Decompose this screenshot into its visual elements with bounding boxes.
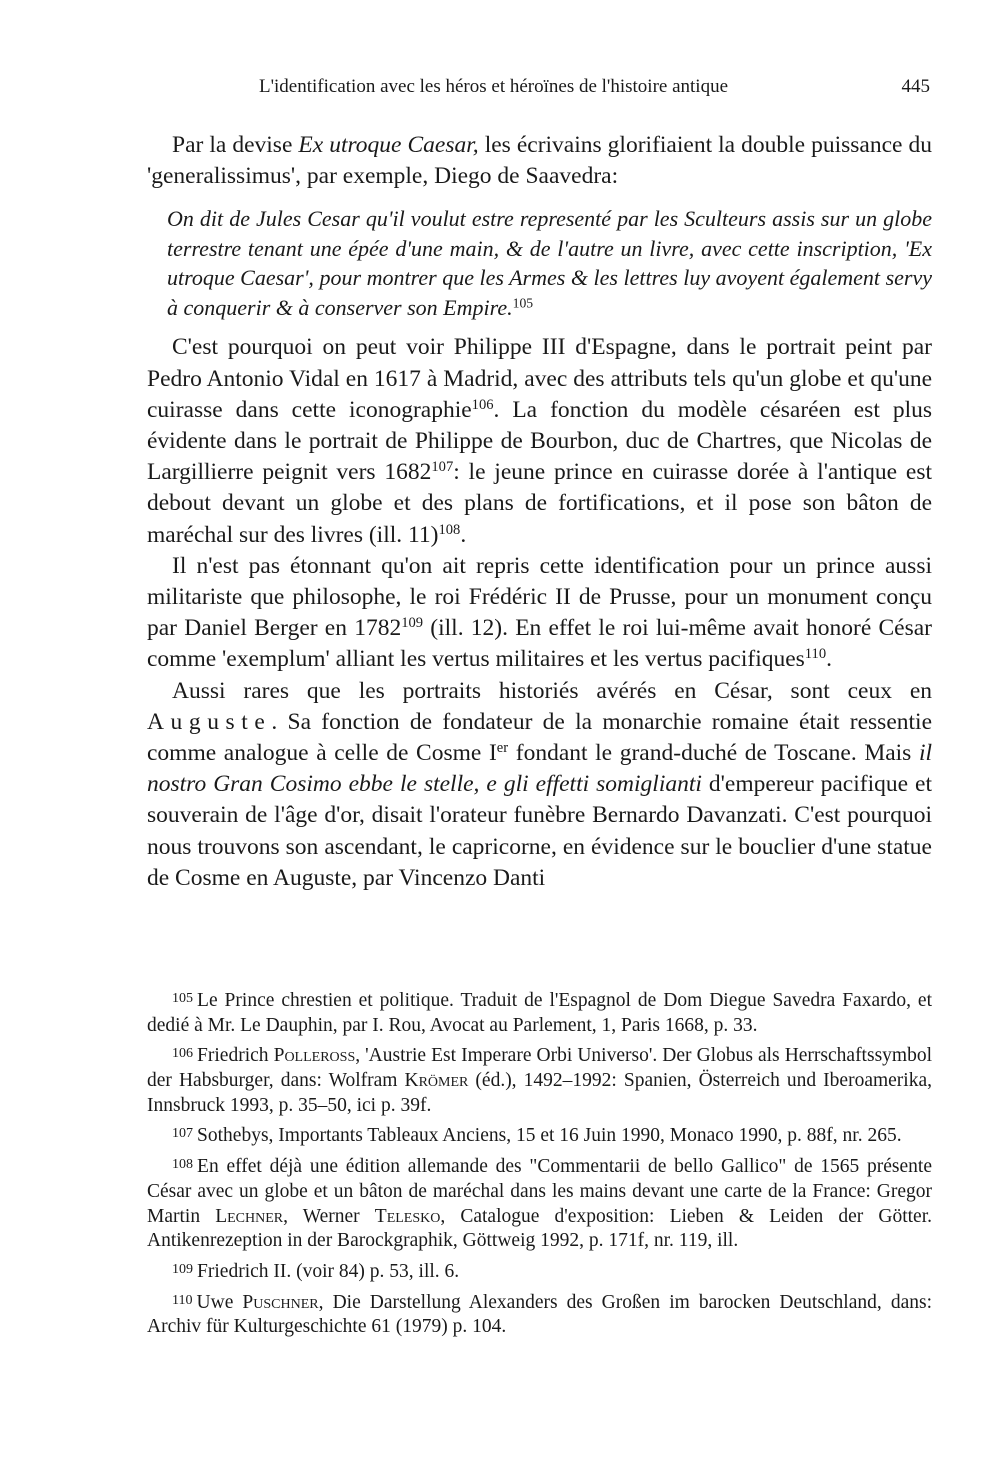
footnote-ref: 106	[471, 396, 494, 413]
author-name: Telesko	[374, 1205, 441, 1227]
footnote-number: 110	[172, 1291, 193, 1308]
footnote-ref: 105	[512, 295, 534, 311]
text-run: : le jeune prince en cuirasse dorée à l'antique est debout devant un globe et des plans de fortifications, et il pose son bâton de maréchal sur des livres (ill. 11)	[147, 459, 932, 548]
footnote-ref: 107	[431, 459, 454, 476]
author-name: Krömer	[404, 1070, 469, 1092]
author-name: Puschner	[242, 1291, 319, 1313]
footnote-text: Friedrich	[197, 1045, 274, 1067]
footnote-number: 108	[172, 1156, 194, 1173]
footnote-number: 107	[172, 1125, 194, 1142]
quote-text: On dit de Jules Cesar qu'il voulut estre representé par les Sculteurs assis sur un globe terrestre tenant une épée d'une main, & de l'autre un livre, avec cette inscription, 'Ex utroque Caesar', pour montrer que les Armes & les lettres luy avoyent également servy à conquerir & à conserver son Empire.	[167, 206, 932, 320]
text-run: . La fonction du modèle césaréen est plus évidente dans le portrait de Philippe de Bourbon, duc de Chartres, que Nicolas de Largillierre peignit vers 1682	[147, 396, 932, 486]
footnote-107	[147, 1121, 932, 1149]
paragraph-3	[147, 551, 932, 676]
italic-phrase: Ex utroque Caesar,	[298, 132, 479, 158]
running-header	[147, 76, 932, 102]
footnote-number: 106	[172, 1045, 194, 1062]
footnote-text: (éd.), 1492–1992: Spanien, Österreich und Iberoamerika, Innsbruck 1993, p. 35–50, ici p. 39f.	[147, 1070, 932, 1116]
paragraph-4	[147, 676, 932, 894]
footnote-number: 109	[172, 1260, 194, 1277]
paragraph-1	[147, 130, 932, 192]
text-run: (ill. 12). En effet le roi lui-même avait honoré César comme 'exemplum' alliant les vertus militaires et les vertus pacifiques	[147, 615, 932, 673]
text-run: . Sa fonction de fondateur de la monarchie romaine était ressentie comme analogue à celle de Cosme I	[147, 708, 932, 767]
footnote-text: , Werner	[283, 1205, 375, 1227]
footnote-108	[147, 1152, 932, 1254]
footnote-text: , 'Austrie Est Imperare Orbi Universo'. Der Globus als Herrschaftssymbol der Habsburger, dans: Wolfram	[147, 1045, 932, 1092]
footnote-106	[147, 1041, 932, 1118]
footnote-ref: 108	[438, 521, 461, 538]
text-run: d'empereur pacifique et souverain de l'âge d'or, disait l'orateur funèbre Bernardo Davanzati. C'est pourquoi nous trouvons son ascendant, le capricorne, en évidence sur le bouclier d'une statue de Cosme en Auguste, par Vincenzo Danti	[147, 771, 932, 891]
text-run: C'est pourquoi on peut voir Philippe III d'Espagne, dans le portrait peint par Pedro Antonio Vidal en 1617 à Madrid, avec des attributs tels qu'un globe et qu'une cuirasse dans cette iconographie	[147, 334, 932, 423]
footnote-text: En effet déjà une édition allemande des "Commentarii de bello Gallico" de 1565 présente César avec un globe et un bâton de maréchal dans les mains devant une carte de la France: Gregor Martin	[147, 1156, 932, 1227]
footnote-109	[147, 1257, 932, 1285]
text-run: Aussi rares que les portraits historiés avérés en César, sont ceux en	[172, 677, 932, 704]
text-run: les écrivains glorifiaient la double puissance du 'generalissimus', par exemple, Diego de Saavedra:	[147, 132, 932, 190]
author-name: Lechner	[215, 1205, 284, 1227]
footnote-text: Sothebys, Importants Tableaux Anciens, 15 et 16 Juin 1990, Monaco 1990, p. 88f, nr. 265.	[197, 1125, 902, 1147]
italic-phrase: il nostro Gran Cosimo ebbe le stelle, e gli effetti somiglianti	[147, 740, 933, 798]
footnote-text: Friedrich II. (voir 84) p. 53, ill. 6.	[197, 1260, 460, 1282]
text-run: Par la devise	[172, 132, 299, 158]
footnote-text: , Die Darstellung Alexanders des Großen im barocken Deutschland, dans: Archiv für Kulturgeschichte 61 (1979) p. 104.	[147, 1291, 932, 1338]
text-run: .	[460, 521, 467, 548]
text-run: Il n'est pas étonnant qu'on ait repris cette identification pour un prince aussi militariste que philosophe, le roi Frédéric II de Prusse, pour un monument conçu par Daniel Berger en 1782	[147, 552, 932, 642]
footnote-ref: 110	[804, 646, 827, 663]
text-run: fondant le grand-duché de Toscane. Mais	[508, 740, 919, 767]
page-number: 445	[901, 76, 930, 97]
footnote-number: 105	[172, 990, 194, 1006]
footnote-110	[147, 1288, 932, 1340]
block-quote	[167, 204, 932, 322]
superscript: er	[496, 740, 509, 757]
footnote-text: Le Prince chrestien et politique. Traduit de l'Espagnol de Dom Diegue Savedra Faxardo, et dedié à Mr. Le Dauphin, par I. Rou, Avocat au Parlement, 1, Paris 1668, p. 33.	[147, 990, 932, 1036]
author-name: Polleross	[273, 1045, 356, 1067]
footnotes	[147, 986, 932, 1343]
footnote-105	[147, 986, 932, 1038]
text-run: .	[826, 646, 832, 673]
footnote-text: Uwe	[196, 1291, 243, 1313]
footnote-text: , Catalogue d'exposition: Lieben & Leiden der Götter. Antikenrezeption in der Barockgraphik, Göttweig 1992, p. 171f, nr. 119, ill.	[147, 1205, 932, 1252]
main-text	[147, 130, 932, 894]
footnote-ref: 109	[401, 615, 424, 632]
running-title: L'identification avec les héros et héroïnes de l'histoire antique	[259, 76, 729, 97]
spaced-emphasis: Auguste	[147, 708, 272, 735]
paragraph-2	[147, 332, 932, 550]
